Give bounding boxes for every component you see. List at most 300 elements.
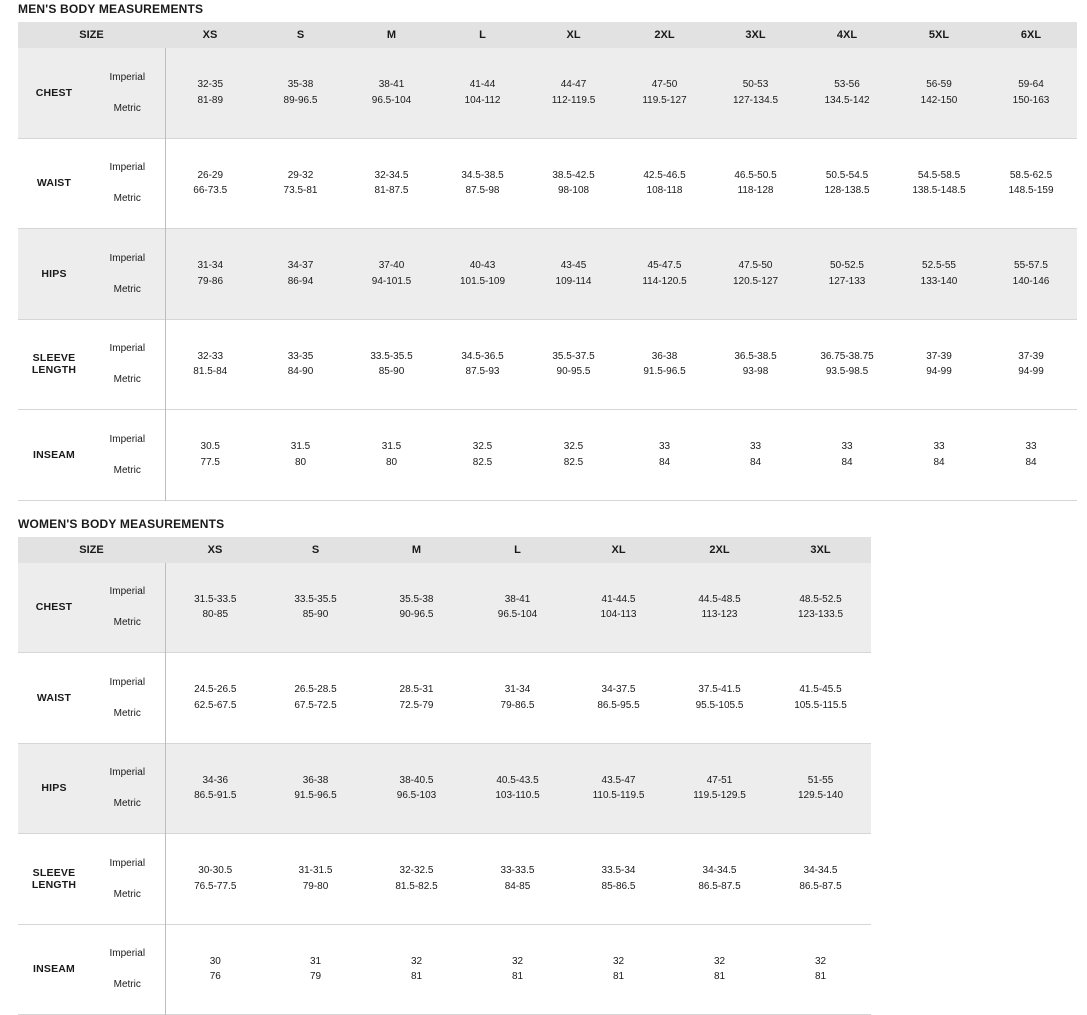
value-metric: 93.5-98.5 — [803, 364, 891, 380]
value-imperial: 59-64 — [987, 77, 1075, 93]
mens-col-l: L — [437, 22, 528, 48]
value-metric: 95.5-105.5 — [671, 698, 768, 714]
cell-hips-l — [437, 229, 528, 320]
value-metric: 85-90 — [267, 607, 364, 623]
value-metric: 138.5-148.5 — [895, 183, 983, 199]
mens-row-label-inseam: INSEAM — [18, 410, 90, 501]
cell-waist-2xl — [619, 138, 710, 229]
wcell-hips-m — [366, 743, 467, 834]
value-metric: 112-119.5 — [530, 93, 617, 109]
mens-units-inseam — [90, 410, 165, 501]
value-imperial: 32-35 — [168, 77, 254, 93]
value-imperial: 32-34.5 — [348, 168, 435, 184]
value-imperial: 30.5 — [168, 439, 254, 455]
value-imperial: 33.5-34 — [570, 863, 667, 879]
table-row — [18, 138, 1077, 229]
value-metric: 84 — [987, 455, 1075, 471]
value-imperial: 47.5-50 — [712, 258, 799, 274]
value-metric: 104-112 — [439, 93, 526, 109]
value-imperial: 33 — [712, 439, 799, 455]
table-row — [18, 319, 1077, 410]
womens-row-label-inseam: INSEAM — [18, 924, 90, 1015]
value-imperial: 53-56 — [803, 77, 891, 93]
value-imperial: 30-30.5 — [168, 863, 264, 879]
value-imperial: 40-43 — [439, 258, 526, 274]
cell-hips-3xl — [710, 229, 801, 320]
mens-table-body — [18, 48, 1077, 500]
wcell-hips-xl — [568, 743, 669, 834]
value-metric: 127-133 — [803, 274, 891, 290]
value-imperial: 56-59 — [895, 77, 983, 93]
cell-hips-2xl — [619, 229, 710, 320]
cell-inseam-s — [255, 410, 346, 501]
wcell-inseam-3xl — [770, 924, 871, 1015]
mens-row-label-sleeve-length: SLEEVE LENGTH — [18, 319, 90, 410]
cell-hips-4xl — [801, 229, 893, 320]
cell-chest-xs — [165, 48, 255, 138]
cell-sleeve-3xl — [710, 319, 801, 410]
value-imperial: 41-44 — [439, 77, 526, 93]
cell-sleeve-xs — [165, 319, 255, 410]
value-metric: 87.5-93 — [439, 364, 526, 380]
value-imperial: 31-31.5 — [267, 863, 364, 879]
value-imperial: 41-44.5 — [570, 592, 667, 608]
cell-waist-l — [437, 138, 528, 229]
value-imperial: 33-35 — [257, 349, 344, 365]
value-imperial: 32 — [368, 954, 465, 970]
unit-metric: Metric — [94, 463, 161, 479]
value-metric: 72.5-79 — [368, 698, 465, 714]
cell-inseam-m — [346, 410, 437, 501]
value-metric: 91.5-96.5 — [267, 788, 364, 804]
unit-metric: Metric — [94, 796, 161, 812]
mens-col-5xl: 5XL — [893, 22, 985, 48]
cell-chest-6xl — [985, 48, 1077, 138]
value-metric: 128-138.5 — [803, 183, 891, 199]
value-metric: 85-90 — [348, 364, 435, 380]
cell-hips-6xl — [985, 229, 1077, 320]
unit-imperial: Imperial — [94, 856, 161, 872]
value-metric: 87.5-98 — [439, 183, 526, 199]
value-imperial: 36.75-38.75 — [803, 349, 891, 365]
mens-row-label-waist: WAIST — [18, 138, 90, 229]
value-imperial: 33.5-35.5 — [348, 349, 435, 365]
value-metric: 104-113 — [570, 607, 667, 623]
value-metric: 90-96.5 — [368, 607, 465, 623]
value-metric: 93-98 — [712, 364, 799, 380]
table-row — [18, 924, 871, 1015]
value-imperial: 35.5-38 — [368, 592, 465, 608]
unit-imperial: Imperial — [94, 432, 161, 448]
value-metric: 81 — [671, 969, 768, 985]
womens-row-label-sleeve-length: SLEEVE LENGTH — [18, 834, 90, 925]
value-metric: 84 — [712, 455, 799, 471]
cell-sleeve-5xl — [893, 319, 985, 410]
value-metric: 81-87.5 — [348, 183, 435, 199]
value-imperial: 36.5-38.5 — [712, 349, 799, 365]
cell-sleeve-s — [255, 319, 346, 410]
womens-row-label-waist: WAIST — [18, 653, 90, 744]
cell-inseam-6xl — [985, 410, 1077, 501]
mens-units-chest — [90, 48, 165, 138]
value-metric: 84-85 — [469, 879, 566, 895]
value-metric: 89-96.5 — [257, 93, 344, 109]
value-metric: 142-150 — [895, 93, 983, 109]
womens-units-chest — [90, 563, 165, 653]
womens-table-wrapper — [16, 537, 1071, 1015]
cell-chest-m — [346, 48, 437, 138]
value-imperial: 34-36 — [168, 773, 264, 789]
wcell-hips-3xl — [770, 743, 871, 834]
value-imperial: 34-34.5 — [772, 863, 869, 879]
value-imperial: 43-45 — [530, 258, 617, 274]
womens-units-waist — [90, 653, 165, 744]
value-metric: 81.5-82.5 — [368, 879, 465, 895]
mens-col-xs: XS — [165, 22, 255, 48]
unit-imperial: Imperial — [94, 70, 161, 86]
value-imperial: 36-38 — [267, 773, 364, 789]
value-imperial: 38.5-42.5 — [530, 168, 617, 184]
value-metric: 118-128 — [712, 183, 799, 199]
mens-col-m: M — [346, 22, 437, 48]
value-imperial: 37-39 — [987, 349, 1075, 365]
value-metric: 101.5-109 — [439, 274, 526, 290]
value-imperial: 29-32 — [257, 168, 344, 184]
value-metric: 81 — [469, 969, 566, 985]
cell-hips-xl — [528, 229, 619, 320]
value-imperial: 41.5-45.5 — [772, 682, 869, 698]
value-imperial: 36-38 — [621, 349, 708, 365]
wcell-inseam-2xl — [669, 924, 770, 1015]
table-row — [18, 834, 871, 925]
value-metric: 120.5-127 — [712, 274, 799, 290]
value-metric: 94-99 — [895, 364, 983, 380]
cell-sleeve-xl — [528, 319, 619, 410]
table-row — [18, 48, 1077, 138]
cell-chest-4xl — [801, 48, 893, 138]
womens-col-m: M — [366, 537, 467, 563]
cell-waist-s — [255, 138, 346, 229]
unit-metric: Metric — [94, 977, 161, 993]
womens-units-hips — [90, 743, 165, 834]
value-imperial: 45-47.5 — [621, 258, 708, 274]
value-imperial: 33 — [987, 439, 1075, 455]
wcell-waist-s — [265, 653, 366, 744]
value-metric: 84 — [803, 455, 891, 471]
wcell-inseam-xl — [568, 924, 669, 1015]
value-metric: 76 — [168, 969, 264, 985]
womens-col-l: L — [467, 537, 568, 563]
value-metric: 67.5-72.5 — [267, 698, 364, 714]
wcell-chest-s — [265, 563, 366, 653]
cell-inseam-l — [437, 410, 528, 501]
value-metric: 105.5-115.5 — [772, 698, 869, 714]
value-imperial: 32.5 — [439, 439, 526, 455]
value-metric: 113-123 — [671, 607, 768, 623]
value-metric: 98-108 — [530, 183, 617, 199]
cell-sleeve-m — [346, 319, 437, 410]
value-metric: 85-86.5 — [570, 879, 667, 895]
womens-row-label-hips: HIPS — [18, 743, 90, 834]
value-metric: 119.5-127 — [621, 93, 708, 109]
value-imperial: 33 — [803, 439, 891, 455]
unit-metric: Metric — [94, 706, 161, 722]
mens-col-2xl: 2XL — [619, 22, 710, 48]
value-imperial: 37-39 — [895, 349, 983, 365]
cell-waist-6xl — [985, 138, 1077, 229]
value-imperial: 52.5-55 — [895, 258, 983, 274]
wcell-hips-xs — [165, 743, 265, 834]
cell-inseam-2xl — [619, 410, 710, 501]
cell-sleeve-6xl — [985, 319, 1077, 410]
value-imperial: 44.5-48.5 — [671, 592, 768, 608]
unit-imperial: Imperial — [94, 946, 161, 962]
mens-units-hips — [90, 229, 165, 320]
cell-inseam-5xl — [893, 410, 985, 501]
value-metric: 80 — [257, 455, 344, 471]
value-imperial: 50-52.5 — [803, 258, 891, 274]
wcell-chest-l — [467, 563, 568, 653]
wcell-hips-l — [467, 743, 568, 834]
table-row — [18, 743, 871, 834]
wcell-sleeve-l — [467, 834, 568, 925]
wcell-inseam-s — [265, 924, 366, 1015]
value-imperial: 38-41 — [348, 77, 435, 93]
value-imperial: 50.5-54.5 — [803, 168, 891, 184]
value-metric: 150-163 — [987, 93, 1075, 109]
mens-col-6xl: 6XL — [985, 22, 1077, 48]
value-metric: 79-86 — [168, 274, 254, 290]
value-metric: 123-133.5 — [772, 607, 869, 623]
value-imperial: 33.5-35.5 — [267, 592, 364, 608]
value-metric: 86.5-87.5 — [772, 879, 869, 895]
value-imperial: 44-47 — [530, 77, 617, 93]
value-imperial: 46.5-50.5 — [712, 168, 799, 184]
value-imperial: 47-51 — [671, 773, 768, 789]
mens-row-label-hips: HIPS — [18, 229, 90, 320]
table-row — [18, 563, 871, 653]
value-metric: 109-114 — [530, 274, 617, 290]
value-metric: 94-101.5 — [348, 274, 435, 290]
value-metric: 81-89 — [168, 93, 254, 109]
value-imperial: 32 — [772, 954, 869, 970]
wcell-waist-m — [366, 653, 467, 744]
cell-chest-l — [437, 48, 528, 138]
value-metric: 79 — [267, 969, 364, 985]
value-metric: 127-134.5 — [712, 93, 799, 109]
womens-units-inseam — [90, 924, 165, 1015]
womens-col-s: S — [265, 537, 366, 563]
unit-metric: Metric — [94, 191, 161, 207]
value-metric: 103-110.5 — [469, 788, 566, 804]
mens-col-xl: XL — [528, 22, 619, 48]
value-metric: 96.5-104 — [348, 93, 435, 109]
value-metric: 114-120.5 — [621, 274, 708, 290]
value-imperial: 35.5-37.5 — [530, 349, 617, 365]
unit-metric: Metric — [94, 372, 161, 388]
wcell-waist-l — [467, 653, 568, 744]
womens-col-3xl: 3XL — [770, 537, 871, 563]
womens-table-body — [18, 563, 871, 1015]
wcell-sleeve-2xl — [669, 834, 770, 925]
value-imperial: 35-38 — [257, 77, 344, 93]
womens-section-title: WOMEN'S BODY MEASUREMENTS — [16, 501, 1071, 537]
wcell-chest-2xl — [669, 563, 770, 653]
womens-units-sleeve-length — [90, 834, 165, 925]
wcell-chest-m — [366, 563, 467, 653]
value-metric: 90-95.5 — [530, 364, 617, 380]
wcell-waist-xl — [568, 653, 669, 744]
unit-imperial: Imperial — [94, 160, 161, 176]
table-row — [18, 653, 871, 744]
cell-hips-xs — [165, 229, 255, 320]
cell-chest-5xl — [893, 48, 985, 138]
mens-table-wrapper — [16, 22, 1071, 501]
wcell-hips-2xl — [669, 743, 770, 834]
womens-col-xl: XL — [568, 537, 669, 563]
value-metric: 86.5-91.5 — [168, 788, 264, 804]
cell-chest-s — [255, 48, 346, 138]
wcell-inseam-m — [366, 924, 467, 1015]
womens-col-2xl: 2XL — [669, 537, 770, 563]
value-metric: 62.5-67.5 — [168, 698, 264, 714]
cell-inseam-xs — [165, 410, 255, 501]
value-metric: 66-73.5 — [168, 183, 254, 199]
value-imperial: 26.5-28.5 — [267, 682, 364, 698]
cell-waist-xl — [528, 138, 619, 229]
womens-col-size: SIZE — [18, 537, 165, 563]
wcell-sleeve-s — [265, 834, 366, 925]
value-metric: 96.5-104 — [469, 607, 566, 623]
value-imperial: 32 — [570, 954, 667, 970]
value-metric: 96.5-103 — [368, 788, 465, 804]
wcell-sleeve-3xl — [770, 834, 871, 925]
value-imperial: 38-40.5 — [368, 773, 465, 789]
cell-sleeve-l — [437, 319, 528, 410]
value-metric: 110.5-119.5 — [570, 788, 667, 804]
value-metric: 86.5-87.5 — [671, 879, 768, 895]
value-imperial: 31-34 — [168, 258, 254, 274]
value-imperial: 32 — [469, 954, 566, 970]
value-metric: 86.5-95.5 — [570, 698, 667, 714]
unit-metric: Metric — [94, 887, 161, 903]
value-imperial: 58.5-62.5 — [987, 168, 1075, 184]
unit-imperial: Imperial — [94, 584, 161, 600]
cell-hips-5xl — [893, 229, 985, 320]
cell-inseam-3xl — [710, 410, 801, 501]
value-imperial: 31.5 — [348, 439, 435, 455]
wcell-sleeve-m — [366, 834, 467, 925]
value-metric: 82.5 — [530, 455, 617, 471]
value-imperial: 32.5 — [530, 439, 617, 455]
value-metric: 108-118 — [621, 183, 708, 199]
womens-table-header — [18, 537, 871, 563]
value-imperial: 32-33 — [168, 349, 254, 365]
cell-waist-4xl — [801, 138, 893, 229]
value-metric: 94-99 — [987, 364, 1075, 380]
value-imperial: 37-40 — [348, 258, 435, 274]
value-imperial: 47-50 — [621, 77, 708, 93]
value-metric: 77.5 — [168, 455, 254, 471]
wcell-inseam-l — [467, 924, 568, 1015]
value-imperial: 32 — [671, 954, 768, 970]
mens-units-sleeve-length — [90, 319, 165, 410]
value-imperial: 31-34 — [469, 682, 566, 698]
unit-imperial: Imperial — [94, 675, 161, 691]
cell-sleeve-2xl — [619, 319, 710, 410]
cell-hips-m — [346, 229, 437, 320]
value-imperial: 32-32.5 — [368, 863, 465, 879]
value-imperial: 38-41 — [469, 592, 566, 608]
value-metric: 81.5-84 — [168, 364, 254, 380]
value-imperial: 34-37.5 — [570, 682, 667, 698]
wcell-inseam-xs — [165, 924, 265, 1015]
value-imperial: 28.5-31 — [368, 682, 465, 698]
value-metric: 119.5-129.5 — [671, 788, 768, 804]
value-metric: 91.5-96.5 — [621, 364, 708, 380]
value-imperial: 50-53 — [712, 77, 799, 93]
cell-waist-5xl — [893, 138, 985, 229]
value-imperial: 42.5-46.5 — [621, 168, 708, 184]
wcell-sleeve-xl — [568, 834, 669, 925]
value-metric: 148.5-159 — [987, 183, 1075, 199]
value-imperial: 54.5-58.5 — [895, 168, 983, 184]
mens-col-size: SIZE — [18, 22, 165, 48]
cell-waist-3xl — [710, 138, 801, 229]
mens-size-table — [18, 22, 1077, 501]
mens-section-title: MEN'S BODY MEASUREMENTS — [16, 0, 1071, 22]
value-imperial: 24.5-26.5 — [168, 682, 264, 698]
unit-metric: Metric — [94, 282, 161, 298]
cell-waist-xs — [165, 138, 255, 229]
value-metric: 73.5-81 — [257, 183, 344, 199]
wcell-chest-xs — [165, 563, 265, 653]
value-metric: 129.5-140 — [772, 788, 869, 804]
value-metric: 80 — [348, 455, 435, 471]
cell-sleeve-4xl — [801, 319, 893, 410]
unit-imperial: Imperial — [94, 341, 161, 357]
womens-col-xs: XS — [165, 537, 265, 563]
cell-inseam-4xl — [801, 410, 893, 501]
value-metric: 82.5 — [439, 455, 526, 471]
value-metric: 76.5-77.5 — [168, 879, 264, 895]
value-metric: 134.5-142 — [803, 93, 891, 109]
cell-inseam-xl — [528, 410, 619, 501]
table-row — [18, 229, 1077, 320]
value-imperial: 43.5-47 — [570, 773, 667, 789]
value-imperial: 33 — [621, 439, 708, 455]
mens-units-waist — [90, 138, 165, 229]
mens-col-s: S — [255, 22, 346, 48]
value-metric: 81 — [772, 969, 869, 985]
value-imperial: 37.5-41.5 — [671, 682, 768, 698]
cell-chest-3xl — [710, 48, 801, 138]
value-imperial: 40.5-43.5 — [469, 773, 566, 789]
wcell-sleeve-xs — [165, 834, 265, 925]
value-metric: 84 — [621, 455, 708, 471]
value-imperial: 51-55 — [772, 773, 869, 789]
value-imperial: 33 — [895, 439, 983, 455]
value-imperial: 48.5-52.5 — [772, 592, 869, 608]
value-metric: 84-90 — [257, 364, 344, 380]
value-imperial: 33-33.5 — [469, 863, 566, 879]
value-imperial: 26-29 — [168, 168, 254, 184]
cell-hips-s — [255, 229, 346, 320]
unit-metric: Metric — [94, 101, 161, 117]
unit-imperial: Imperial — [94, 765, 161, 781]
womens-size-table — [18, 537, 871, 1015]
value-imperial: 31.5-33.5 — [168, 592, 264, 608]
